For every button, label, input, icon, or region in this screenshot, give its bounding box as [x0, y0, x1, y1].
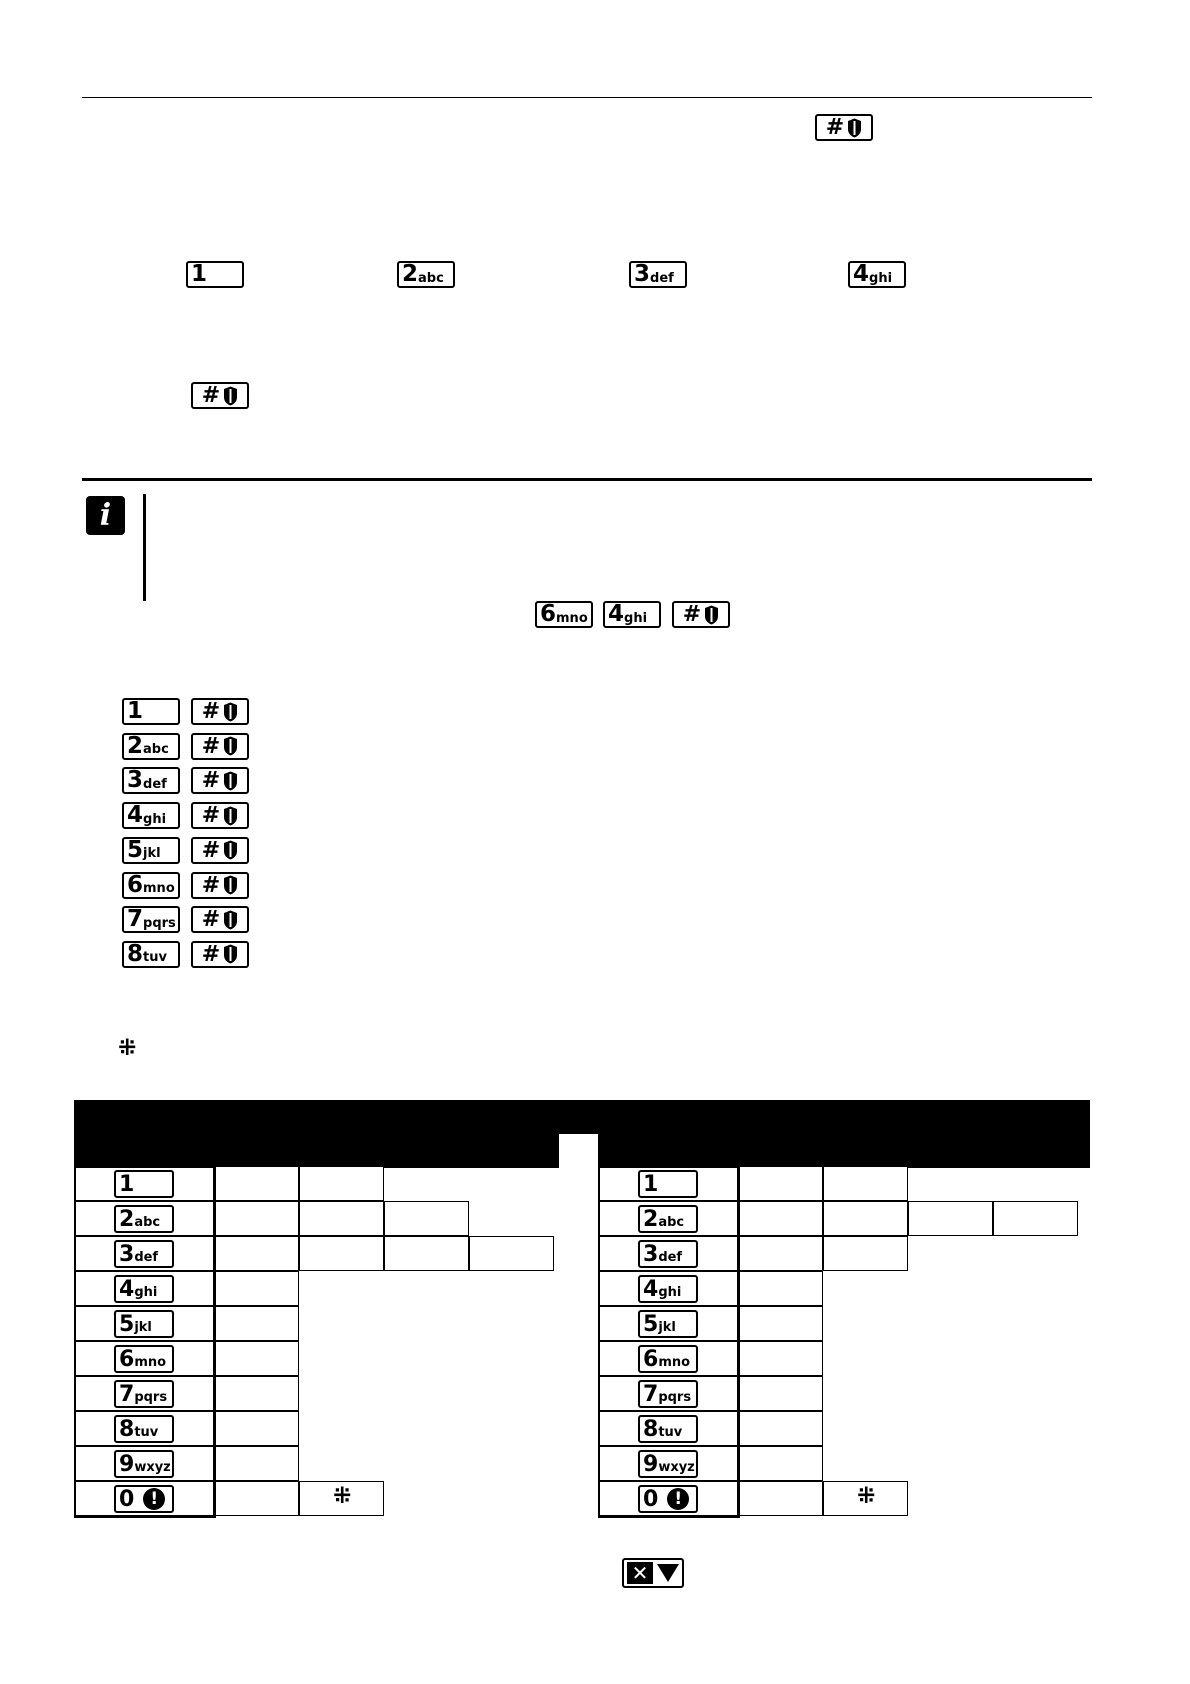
key-3-icon: 3 def: [122, 767, 180, 794]
table-cell: [299, 1166, 384, 1201]
hash-key-icon: #: [191, 382, 249, 409]
key-2-icon: 2 abc: [397, 261, 455, 288]
table-cell: [738, 1376, 823, 1411]
key-2-icon: 2 abc: [122, 733, 180, 760]
hash-key-icon: #: [191, 802, 249, 829]
key-4-icon: 4 ghi: [848, 261, 906, 288]
alarm-icon: !: [667, 1488, 689, 1510]
shield-icon: [223, 702, 238, 722]
shield-icon: [223, 736, 238, 756]
key-4-icon: 4 ghi: [603, 601, 661, 628]
top-divider: [82, 97, 1092, 98]
shield-icon: [223, 386, 238, 406]
shield-icon: [223, 944, 238, 964]
section-divider: [82, 478, 1092, 481]
key-8-icon: 8 tuv: [122, 941, 180, 968]
alarm-icon: !: [143, 1488, 165, 1510]
key-6-icon: 6 mno: [114, 1345, 174, 1373]
table-cell: [384, 1236, 469, 1271]
table-cell: [738, 1166, 823, 1201]
key-1-icon: 1: [122, 698, 180, 725]
table-cell: [299, 1236, 384, 1271]
key-4-icon: 4 ghi: [114, 1275, 174, 1303]
table-cell: [823, 1201, 908, 1236]
key-2-icon: 2 abc: [114, 1205, 174, 1233]
shield-icon: [704, 605, 719, 625]
clear-icon: ✕: [627, 1562, 653, 1584]
table-cell: [823, 1166, 908, 1201]
key-5-icon: 5 jkl: [122, 837, 180, 864]
table-cell: [299, 1201, 384, 1236]
table-cell: [214, 1411, 299, 1446]
key-8-icon: 8 tuv: [638, 1415, 698, 1443]
hash-key-icon: #: [191, 733, 249, 760]
left-table-header: [74, 1100, 559, 1168]
key-1-icon: 1: [114, 1170, 174, 1198]
hash-key-icon: #: [191, 767, 249, 794]
key-0-icon: 0 !: [114, 1485, 174, 1513]
table-cell: [214, 1446, 299, 1481]
right-table-header: [598, 1100, 1090, 1168]
key-3-icon: 3 def: [114, 1240, 174, 1268]
table-cell: [993, 1201, 1078, 1236]
star-symbol: ⁜: [857, 1484, 876, 1509]
table-cell: [738, 1481, 823, 1516]
hash-key-icon: #: [191, 906, 249, 933]
key-7-icon: 7 pqrs: [122, 906, 180, 933]
star-symbol: ⁜: [118, 1036, 137, 1061]
hash-key-icon: #: [191, 837, 249, 864]
header-bridge: [556, 1100, 598, 1134]
info-icon: i: [86, 496, 125, 535]
table-cell: [738, 1411, 823, 1446]
table-cell: [738, 1341, 823, 1376]
table-cell: [908, 1201, 993, 1236]
table-cell: [214, 1201, 299, 1236]
key-7-icon: 7 pqrs: [114, 1380, 174, 1408]
table-cell: [823, 1236, 908, 1271]
table-cell: [214, 1376, 299, 1411]
shield-icon: [223, 875, 238, 895]
table-cell: [738, 1271, 823, 1306]
info-margin-bar: [143, 494, 146, 601]
table-cell: [214, 1166, 299, 1201]
shield-icon: [847, 118, 862, 138]
key-0-icon: 0 !: [638, 1485, 698, 1513]
table-cell: [738, 1236, 823, 1271]
key-2-icon: 2 abc: [638, 1205, 698, 1233]
shield-icon: [223, 840, 238, 860]
hash-key-icon: #: [191, 941, 249, 968]
table-cell: [384, 1201, 469, 1236]
table-cell: [214, 1306, 299, 1341]
key-9-icon: 9 wxyz: [114, 1450, 174, 1478]
key-9-icon: 9 wxyz: [638, 1450, 698, 1478]
table-cell: [214, 1271, 299, 1306]
key-6-icon: 6 mno: [122, 872, 180, 899]
table-cell: [214, 1341, 299, 1376]
table-cell: [214, 1236, 299, 1271]
hash-key-icon: #: [672, 601, 730, 628]
hash-key-icon: #: [191, 698, 249, 725]
table-cell: [738, 1446, 823, 1481]
table-cell: [738, 1201, 823, 1236]
key-3-icon: 3 def: [638, 1240, 698, 1268]
shield-icon: [223, 806, 238, 826]
key-6-icon: 6 mno: [638, 1345, 698, 1373]
x-down-arrow-key-icon: [622, 1558, 684, 1588]
key-1-icon: 1: [186, 261, 244, 288]
key-4-icon: 4 ghi: [638, 1275, 698, 1303]
hash-key-icon: #: [815, 114, 873, 141]
table-cell: [469, 1236, 554, 1271]
key-4-icon: 4 ghi: [122, 802, 180, 829]
key-8-icon: 8 tuv: [114, 1415, 174, 1443]
key-7-icon: 7 pqrs: [638, 1380, 698, 1408]
key-3-icon: 3 def: [629, 261, 687, 288]
table-cell: [214, 1481, 299, 1516]
table-cell: [299, 1481, 384, 1516]
table-key-column-frame: [598, 1166, 740, 1518]
table-cell: [823, 1481, 908, 1516]
down-arrow-icon: [657, 1564, 679, 1582]
key-6-icon: 6 mno: [535, 601, 593, 628]
key-1-icon: 1: [638, 1170, 698, 1198]
shield-icon: [223, 771, 238, 791]
table-cell: [738, 1306, 823, 1341]
star-symbol: ⁜: [333, 1484, 352, 1509]
key-5-icon: 5 jkl: [114, 1310, 174, 1338]
shield-icon: [223, 910, 238, 930]
table-key-column-frame: [74, 1166, 216, 1518]
key-5-icon: 5 jkl: [638, 1310, 698, 1338]
hash-key-icon: #: [191, 872, 249, 899]
